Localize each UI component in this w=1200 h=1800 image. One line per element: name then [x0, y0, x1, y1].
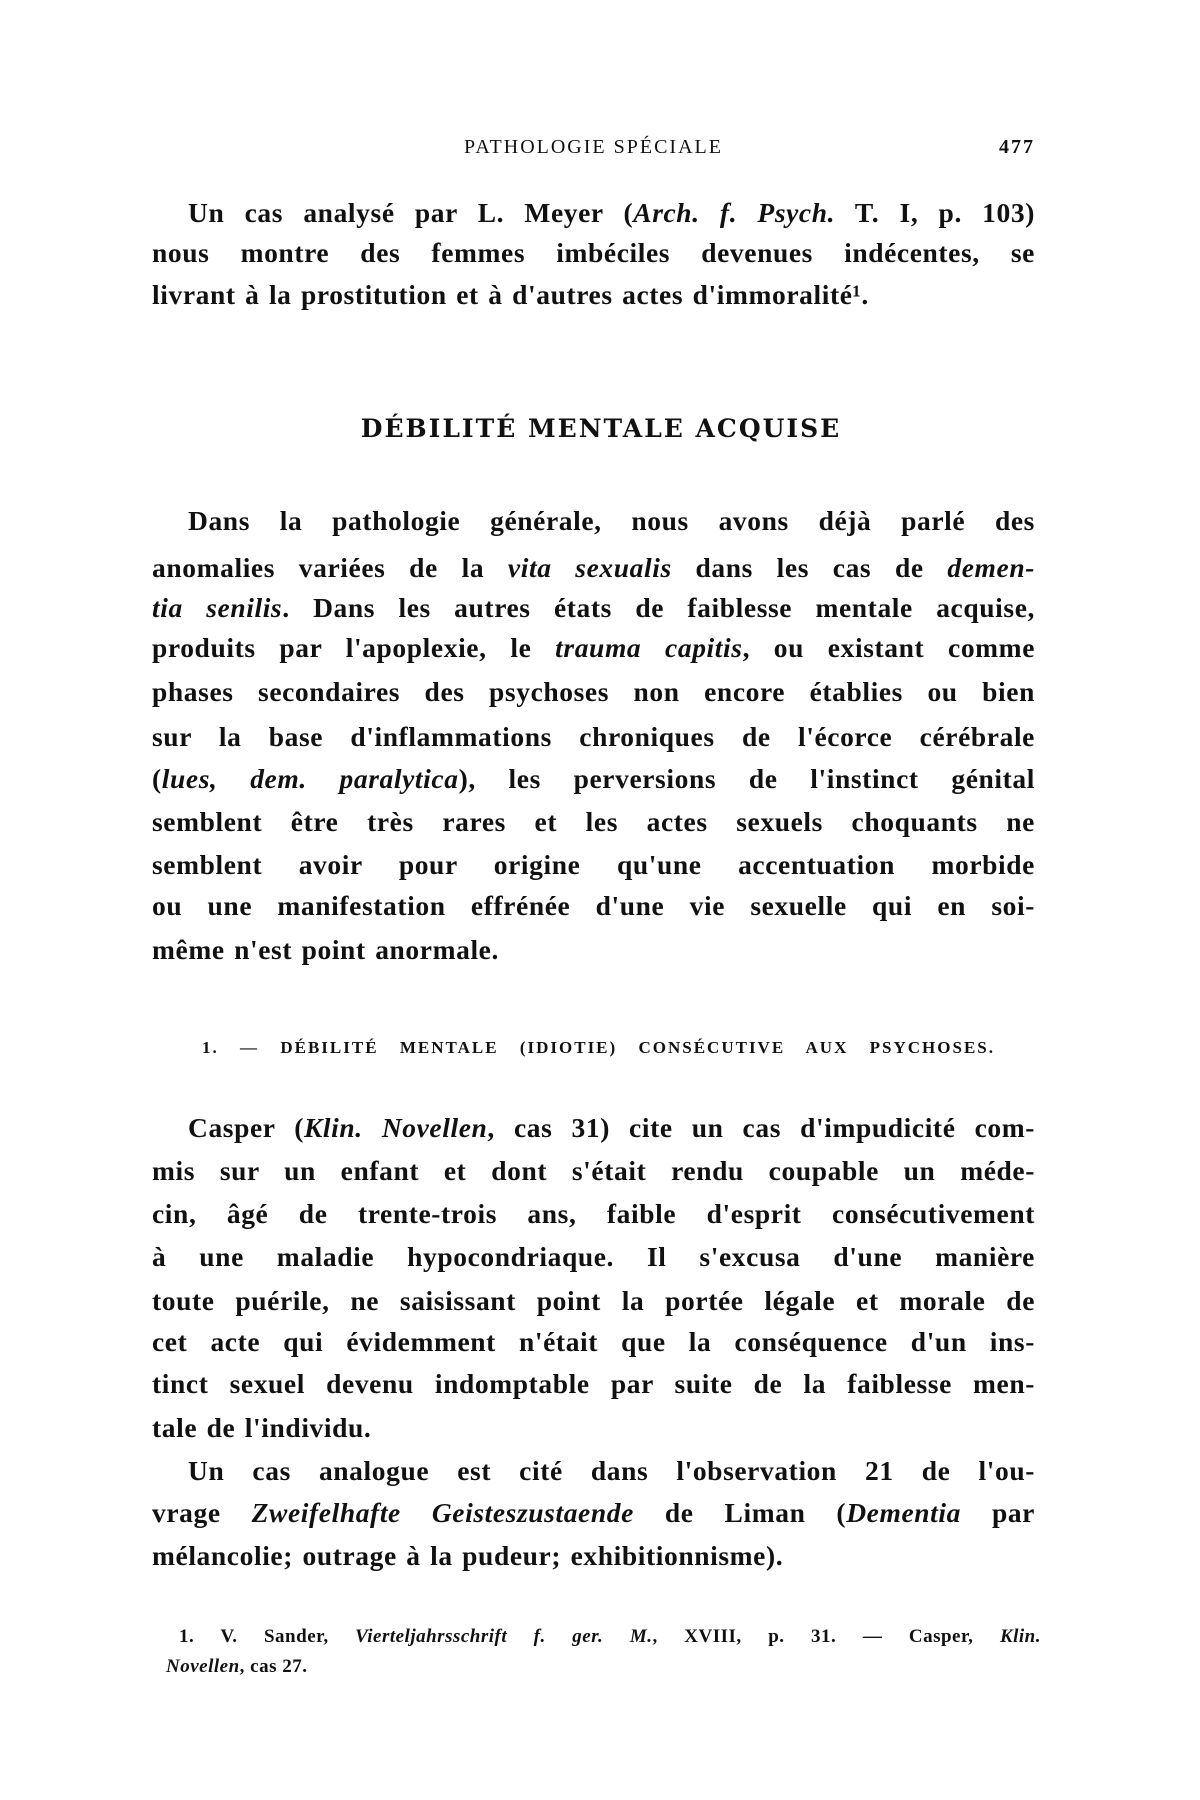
text-run: cin, âgé de trente-trois ans, faible d'esprit consécutivement [152, 1198, 1035, 1229]
text-line [152, 232, 1035, 274]
text-line [152, 716, 1035, 758]
footnote-line [179, 1622, 1041, 1652]
italic-text: Dementia [846, 1497, 961, 1528]
text-run: Un cas analysé par L. Meyer ( [188, 197, 634, 228]
text-line [152, 844, 1035, 886]
text-run: tinct sexuel devenu indomptable par suite de la faiblesse men- [152, 1368, 1035, 1399]
text-run: anomalies variées de la [152, 552, 508, 583]
italic-text: demen- [947, 552, 1035, 583]
text-run: ), les perversions de l'instinct génital [458, 763, 1035, 794]
text-run: à une maladie hypocondriaque. Il s'excusa d'une manière [152, 1241, 1035, 1272]
text-run: par [960, 1497, 1035, 1528]
italic-text: Arch. f. Psych. [633, 197, 836, 228]
text-run: T. I, p. 103) [835, 197, 1035, 228]
text-run: Un cas analogue est cité dans l'observation 21 de l'ou- [188, 1455, 1035, 1486]
text-line [152, 1407, 1035, 1449]
text-run: Dans la pathologie générale, nous avons déjà parlé des [188, 505, 1035, 536]
text-line [152, 274, 1035, 316]
text-line [152, 627, 1035, 669]
text-run: mis sur un enfant et dont s'était rendu coupable un méde- [152, 1155, 1035, 1186]
text-line [188, 500, 1035, 542]
italic-text: Klin. [999, 1626, 1042, 1647]
text-run: tale de l'individu. [152, 1412, 372, 1443]
text-run: , ou existant comme [742, 632, 1035, 663]
text-line [152, 1363, 1035, 1405]
text-run: , cas 31) cite un cas d'impudicité com- [487, 1112, 1035, 1143]
text-run: dans les cas de [671, 552, 948, 583]
text-line [152, 801, 1035, 843]
text-line [152, 547, 1035, 589]
text-run: produits par l'apoplexie, le [152, 632, 556, 663]
running-head-title: PATHOLOGIE SPÉCIALE [464, 136, 723, 158]
text-line [152, 885, 1035, 927]
page-number: 477 [999, 136, 1035, 158]
text-line [152, 587, 1035, 629]
text-run: même n'est point anormale. [152, 934, 499, 965]
text-line [152, 1492, 1035, 1534]
text-run: , XVIII, p. 31. — Casper, [652, 1626, 1000, 1647]
text-line [152, 929, 1035, 971]
text-run: . Dans les autres états de faiblesse mentale acquise, [282, 592, 1035, 623]
subsection-heading: 1. — DÉBILITÉ MENTALE (IDIOTIE) CONSÉCUTIVE AUX PSYCHOSES. [202, 1038, 995, 1057]
text-run: nous montre des femmes imbéciles devenues indécentes, se [152, 237, 1035, 268]
text-line [152, 1150, 1035, 1192]
italic-text: Klin. Novellen [303, 1112, 488, 1143]
text-run: vrage [152, 1497, 252, 1528]
text-run: ou une manifestation effrénée d'une vie sexuelle qui en soi- [152, 890, 1035, 921]
italic-text: trauma capitis [555, 632, 743, 663]
italic-text: lues, dem. paralytica [161, 763, 459, 794]
italic-text: tia senilis [152, 592, 283, 623]
italic-text: Zweifelhafte Geisteszustaende [251, 1497, 634, 1528]
text-line [188, 192, 1035, 234]
text-run: semblent avoir pour origine qu'une accentuation morbide [152, 849, 1035, 880]
italic-text: Novellen [166, 1656, 240, 1677]
text-run: phases secondaires des psychoses non encore établies ou bien [152, 676, 1035, 707]
text-line [152, 1280, 1035, 1322]
text-run: Casper ( [188, 1112, 304, 1143]
text-line [152, 758, 1035, 800]
text-line [152, 1321, 1035, 1363]
text-run: de Liman ( [633, 1497, 847, 1528]
text-run: 1. V. Sander, [179, 1626, 356, 1647]
text-run: semblent être très rares et les actes sexuels choquants ne [152, 806, 1035, 837]
text-run: livrant à la prostitution et à d'autres actes d'immoralité¹. [152, 279, 869, 310]
text-line [152, 1193, 1035, 1235]
text-run: toute puérile, ne saisissant point la portée légale et morale de [152, 1285, 1035, 1316]
text-line [152, 671, 1035, 713]
text-run: mélancolie; outrage à la pudeur; exhibitionnisme). [152, 1540, 784, 1571]
text-run: , cas 27. [239, 1656, 308, 1677]
italic-text: Vierteljahrsschrift f. ger. M. [355, 1626, 653, 1647]
text-run: sur la base d'inflammations chroniques de l'écorce cérébrale [152, 721, 1035, 752]
section-heading: DÉBILITÉ MENTALE ACQUISE [360, 414, 842, 443]
text-run: ( [152, 763, 162, 794]
italic-text: vita sexualis [507, 552, 672, 583]
text-line [188, 1450, 1035, 1492]
footnote-line [166, 1652, 307, 1682]
text-run: cet acte qui évidemment n'était que la conséquence d'un ins- [152, 1326, 1035, 1357]
text-line [152, 1236, 1035, 1278]
text-line [152, 1535, 1035, 1577]
text-line [188, 1107, 1035, 1149]
running-head [152, 136, 1035, 164]
